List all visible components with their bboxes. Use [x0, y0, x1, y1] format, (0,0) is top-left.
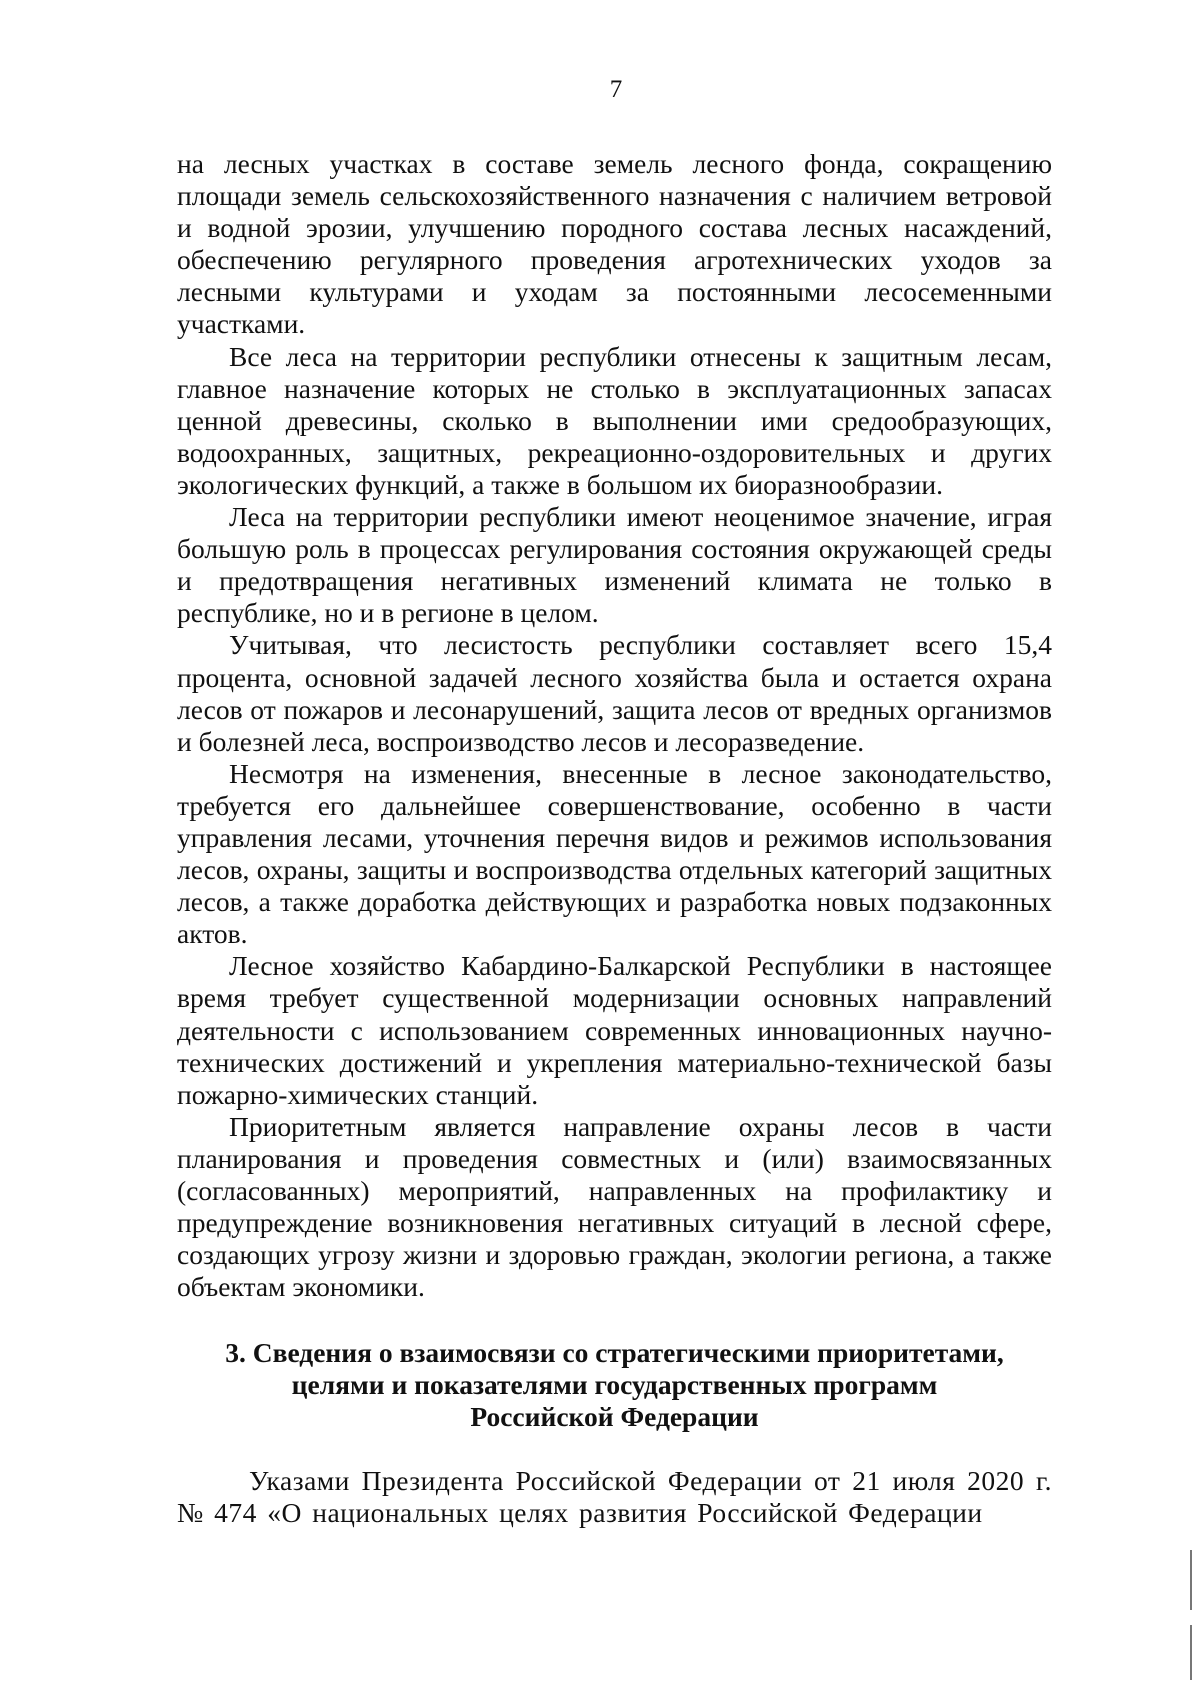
section-heading-line-3: Российской Федерации	[470, 1401, 759, 1433]
paragraph-forest-cover: Учитывая, что лесистость республики составляет всего 15,4 процента, основной задачей лесного хозяйства была и остается охрана лесов от пожаров и лесонарушений, защита лесов от вредных организмов и болезней леса, воспроизводство лесов и лесоразведение.	[177, 629, 1052, 757]
page-number: 7	[609, 76, 623, 103]
scan-edge-mark	[1190, 1625, 1192, 1680]
paragraph-presidential-decree: Указами Президента Российской Федерации от 21 июля 2020 г. № 474 «О национальных целях развития Российской Федерации	[177, 1465, 1052, 1529]
paragraph-modernization: Лесное хозяйство Кабардино-Балкарской Республики в настоящее время требует существенной модернизации основных направлений деятельности с использованием современных инновационных научно-технических достижений и укрепления материально-технической базы пожарно-химических станций.	[177, 950, 1052, 1110]
section-heading	[177, 1337, 1052, 1433]
scan-edge-mark	[1190, 1550, 1192, 1610]
document-body	[177, 148, 1052, 1530]
paragraph-protective-forests: Все леса на территории республики отнесены к защитным лесам, главное назначение которых не столько в эксплуатационных запасах ценной древесины, сколько в выполнении ими средообразующих, водоохранных, защитных, рекреационно-оздоровительных и других экологических функций, а также в большом их биоразнообразии.	[177, 340, 1052, 500]
paragraph-legislation: Несмотря на изменения, внесенные в лесное законодательство, требуется его дальнейшее совершенствование, особенно в части управления лесами, уточнения перечня видов и режимов использования лесов, охраны, защиты и воспроизводства отдельных категорий защитных лесов, а также доработка действующих и разработка новых подзаконных актов.	[177, 757, 1052, 950]
section-heading-line-2: целями и показателями государственных программ	[291, 1369, 938, 1401]
paragraph-continued: на лесных участках в составе земель лесного фонда, сокращению площади земель сельскохозяйственного назначения с наличием ветровой и водной эрозии, улучшению породного состава лесных насаждений, обеспечению регулярного проведения агротехнических уходов за лесными культурами и уходам за постоянными лесосеменными участками.	[177, 148, 1052, 340]
paragraph-priority: Приоритетным является направление охраны лесов в части планирования и проведения совместных и (или) взаимосвязанных (согласованных) мероприятий, направленных на профилактику и предупреждение возникновения негативных ситуаций в лесной сфере, создающих угрозу жизни и здоровью граждан, экологии региона, а также объектам экономики.	[177, 1110, 1052, 1303]
section-heading-line-1: 3. Сведения о взаимосвязи со стратегическими приоритетами,	[225, 1337, 1004, 1369]
paragraph-forest-value: Леса на территории республики имеют неоценимое значение, играя большую роль в процессах регулирования состояния окружающей среды и предотвращения негативных изменений климата не только в республике, но и в регионе в целом.	[177, 501, 1052, 629]
